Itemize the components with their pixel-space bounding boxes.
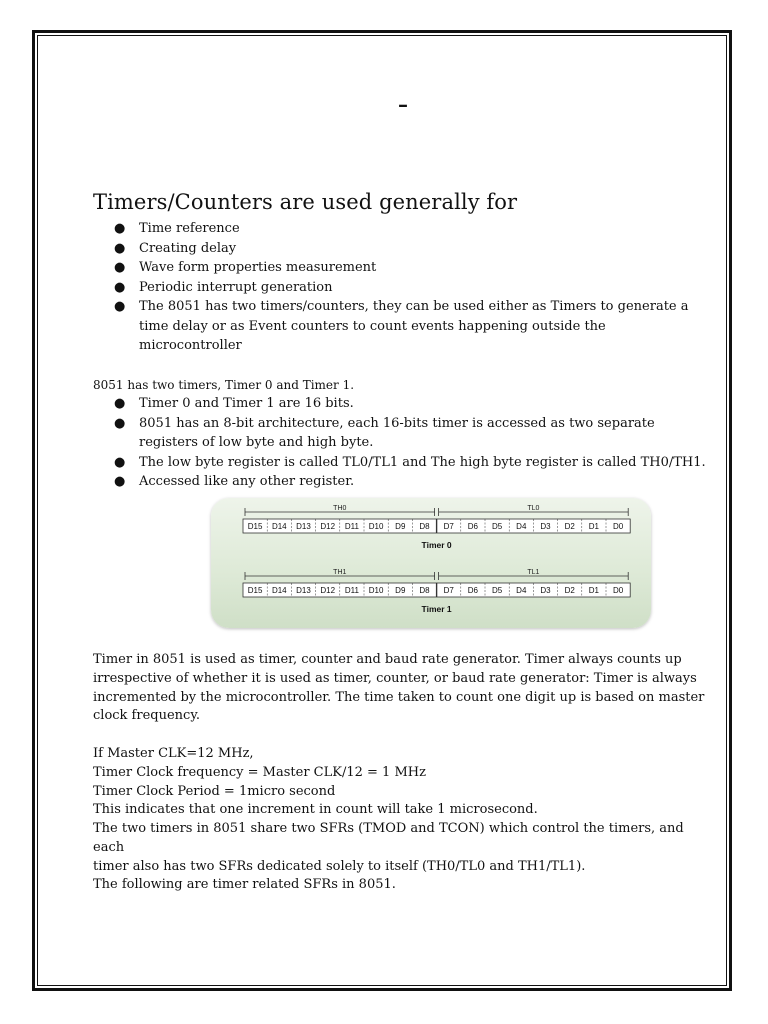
bullet-icon: ● <box>114 260 126 275</box>
bit-label: D11 <box>344 586 359 595</box>
bit-label: D14 <box>271 586 287 595</box>
bit-label: D14 <box>271 522 287 531</box>
bit-label: D5 <box>491 522 503 531</box>
list-item <box>0 278 768 298</box>
paragraph-line: The two timers in 8051 share two SFRs (TMOD and TCON) which control the timers, and each <box>93 821 684 855</box>
paragraph-line: If Master CLK=12 MHz, <box>93 746 254 761</box>
list-item-text: The low byte register is called TL0/TL1 and The high byte register is called TH0/TH1. <box>139 454 706 470</box>
bit-label: D3 <box>540 522 551 531</box>
list-item-text: 8051 has an 8-bit architecture, each 16-bits timer is accessed as two separate <box>139 415 655 431</box>
bit-label: D9 <box>395 522 406 531</box>
list-item-continuation <box>0 336 768 356</box>
bit-label: D1 <box>588 586 600 595</box>
section-heading: Timers/Counters are used generally for <box>93 190 518 214</box>
list-item-text: Periodic interrupt generation <box>139 279 333 295</box>
clock-paragraph <box>93 745 713 877</box>
byte-label: TL1 <box>527 569 540 576</box>
bullet-icon: ● <box>114 240 126 256</box>
bullet-icon: ● <box>114 396 126 411</box>
list-item-text: Time reference <box>139 221 240 236</box>
paragraph-line: clock frequency. <box>93 708 201 724</box>
timers-intro: 8051 has two timers, Timer 0 and Timer 1. <box>93 378 355 392</box>
bit-label: D13 <box>296 522 311 531</box>
bit-label: D2 <box>564 586 575 595</box>
paragraph-line: Timer Clock frequency = Master CLK/12 = 1 MHz <box>93 764 426 780</box>
list-item-continuation <box>0 317 768 337</box>
list-item-text: The 8051 has two timers/counters, they can be used either as Timers to generate a <box>139 299 689 314</box>
list-item-text: Wave form properties measurement <box>139 260 377 275</box>
bit-label: D13 <box>296 586 311 595</box>
bit-label: D5 <box>491 586 503 595</box>
byte-label: TH0 <box>333 505 347 512</box>
list-item <box>0 472 768 492</box>
bit-label: D8 <box>419 586 430 595</box>
list-item-text: Creating delay <box>139 240 237 256</box>
bit-label: D1 <box>588 522 600 531</box>
bit-label: D10 <box>368 586 384 595</box>
timer-register-diagram <box>211 498 651 628</box>
list-item-continuation <box>0 433 768 453</box>
list-item <box>0 453 768 473</box>
bit-label: D8 <box>419 522 430 531</box>
bit-label: D2 <box>564 522 575 531</box>
bullet-icon: ● <box>114 279 126 295</box>
bit-label: D0 <box>612 522 624 531</box>
bit-label: D15 <box>247 586 263 595</box>
bit-label: D9 <box>395 586 406 595</box>
bit-label: D12 <box>320 522 336 531</box>
bit-label: D3 <box>540 586 551 595</box>
list-item-text: time delay or as Event counters to count events happening outside the <box>139 318 606 334</box>
bit-label: D15 <box>247 522 263 531</box>
paragraph-line: Timer Clock Period = 1micro second <box>93 783 336 799</box>
bit-label: D4 <box>516 586 527 595</box>
uses-list <box>0 219 768 356</box>
paragraph-line: irrespective of whether it is used as timer, counter, or baud rate generator: Timer is always <box>93 670 697 686</box>
list-item-text: registers of low byte and high byte. <box>139 435 374 450</box>
paragraph-line: incremented by the microcontroller. The time taken to count one digit up is based on master <box>93 689 705 705</box>
list-item-text: Timer 0 and Timer 1 are 16 bits. <box>139 396 354 411</box>
header-dash: – <box>398 92 408 116</box>
bit-label: D7 <box>443 522 454 531</box>
bit-label: D12 <box>320 586 336 595</box>
bit-label: D6 <box>467 522 479 531</box>
list-item <box>0 394 768 414</box>
list-item-text: Accessed like any other register. <box>139 474 355 489</box>
timer-caption: Timer 1 <box>421 604 452 614</box>
bit-label: D10 <box>368 522 384 531</box>
bit-label: D0 <box>612 586 624 595</box>
bit-label: D6 <box>467 586 479 595</box>
list-item-text: microcontroller <box>139 338 242 353</box>
timer-register-figure <box>211 498 651 628</box>
bullet-icon: ● <box>114 454 126 470</box>
list-item <box>0 297 768 317</box>
bit-label: D4 <box>516 522 527 531</box>
byte-label: TH1 <box>333 569 347 576</box>
list-item <box>0 239 768 259</box>
paragraph-line: This indicates that one increment in count will take 1 microsecond. <box>93 802 538 818</box>
list-item <box>0 414 768 434</box>
byte-label: TL0 <box>527 505 540 512</box>
bit-label: D7 <box>443 586 454 595</box>
bullet-icon: ● <box>114 415 126 431</box>
timer-caption: Timer 0 <box>421 540 452 550</box>
bit-label: D11 <box>344 522 359 531</box>
paragraph-line: Timer in 8051 is used as timer, counter and baud rate generator. Timer always counts up <box>93 652 682 667</box>
list-item <box>0 258 768 278</box>
timer-paragraph <box>93 651 713 726</box>
bullet-icon: ● <box>114 221 126 236</box>
sfr-intro-line: The following are timer related SFRs in 8051. <box>93 877 396 892</box>
paragraph-line: timer also has two SFRs dedicated solely to itself (TH0/TL0 and TH1/TL1). <box>93 858 586 874</box>
list-item <box>0 219 768 239</box>
bullet-icon: ● <box>114 299 126 314</box>
bullet-icon: ● <box>114 474 126 489</box>
facts-list <box>0 394 768 492</box>
